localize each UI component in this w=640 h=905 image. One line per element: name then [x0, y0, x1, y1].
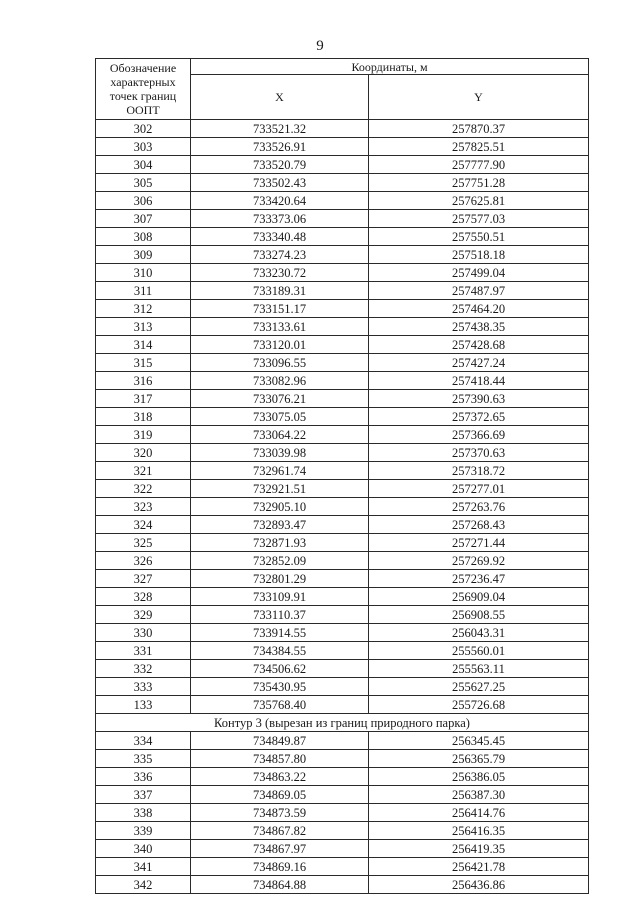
y-coordinate-cell: 256908.55 [369, 606, 589, 624]
x-coordinate-cell: 733520.79 [191, 156, 369, 174]
point-id-cell: 318 [96, 408, 191, 426]
point-id-cell: 325 [96, 534, 191, 552]
point-id-cell: 335 [96, 750, 191, 768]
x-coordinate-cell: 733420.64 [191, 192, 369, 210]
point-id-cell: 324 [96, 516, 191, 534]
y-coordinate-cell: 257550.51 [369, 228, 589, 246]
x-coordinate-cell: 732893.47 [191, 516, 369, 534]
x-coordinate-cell: 734384.55 [191, 642, 369, 660]
x-coordinate-cell: 733373.06 [191, 210, 369, 228]
table-row [96, 516, 589, 534]
point-id-cell: 309 [96, 246, 191, 264]
section-separator [96, 714, 589, 732]
table-row [96, 390, 589, 408]
x-coordinate-cell: 733274.23 [191, 246, 369, 264]
y-coordinate-cell: 256345.45 [369, 732, 589, 750]
x-coordinate-cell: 734873.59 [191, 804, 369, 822]
point-id-cell: 342 [96, 876, 191, 894]
point-id-cell: 341 [96, 858, 191, 876]
y-coordinate-cell: 255627.25 [369, 678, 589, 696]
point-id-cell: 307 [96, 210, 191, 228]
y-coordinate-cell: 255726.68 [369, 696, 589, 714]
y-coordinate-cell: 257418.44 [369, 372, 589, 390]
table-row [96, 750, 589, 768]
x-coordinate-cell: 735430.95 [191, 678, 369, 696]
x-coordinate-cell: 733133.61 [191, 318, 369, 336]
y-coordinate-cell: 256909.04 [369, 588, 589, 606]
point-id-cell: 340 [96, 840, 191, 858]
x-coordinate-cell: 733076.21 [191, 390, 369, 408]
table-row [96, 408, 589, 426]
y-coordinate-cell: 257427.24 [369, 354, 589, 372]
table-row [96, 534, 589, 552]
x-coordinate-cell: 734506.62 [191, 660, 369, 678]
page-number: 9 [316, 38, 324, 54]
point-id-cell: 306 [96, 192, 191, 210]
header-y: Y [369, 75, 589, 120]
table-row [96, 858, 589, 876]
y-coordinate-cell: 256365.79 [369, 750, 589, 768]
x-coordinate-cell: 733340.48 [191, 228, 369, 246]
point-id-cell: 313 [96, 318, 191, 336]
x-coordinate-cell: 733502.43 [191, 174, 369, 192]
point-id-cell: 133 [96, 696, 191, 714]
y-coordinate-cell: 257271.44 [369, 534, 589, 552]
point-id-cell: 314 [96, 336, 191, 354]
table-row [96, 282, 589, 300]
point-id-cell: 330 [96, 624, 191, 642]
table-row [96, 372, 589, 390]
point-id-cell: 332 [96, 660, 191, 678]
point-id-cell: 320 [96, 444, 191, 462]
point-id-cell: 311 [96, 282, 191, 300]
table-row [96, 498, 589, 516]
y-coordinate-cell: 257269.92 [369, 552, 589, 570]
table-row [96, 174, 589, 192]
x-coordinate-cell: 733110.37 [191, 606, 369, 624]
point-id-cell: 339 [96, 822, 191, 840]
table-row [96, 426, 589, 444]
x-coordinate-cell: 733230.72 [191, 264, 369, 282]
point-id-cell: 322 [96, 480, 191, 498]
x-coordinate-cell: 733039.98 [191, 444, 369, 462]
x-coordinate-cell: 732871.93 [191, 534, 369, 552]
point-id-cell: 310 [96, 264, 191, 282]
table-row [96, 606, 589, 624]
point-id-cell: 336 [96, 768, 191, 786]
table-row [96, 696, 589, 714]
y-coordinate-cell: 256043.31 [369, 624, 589, 642]
x-coordinate-cell: 734863.22 [191, 768, 369, 786]
y-coordinate-cell: 256386.05 [369, 768, 589, 786]
point-id-cell: 329 [96, 606, 191, 624]
point-id-cell: 331 [96, 642, 191, 660]
x-coordinate-cell: 732852.09 [191, 552, 369, 570]
header-x: X [191, 75, 369, 120]
section-title: Контур 3 (вырезан из границ природного парка) [96, 714, 589, 732]
point-id-cell: 323 [96, 498, 191, 516]
y-coordinate-cell: 257487.97 [369, 282, 589, 300]
table-row [96, 642, 589, 660]
x-coordinate-cell: 734867.97 [191, 840, 369, 858]
x-coordinate-cell: 734869.05 [191, 786, 369, 804]
y-coordinate-cell: 257366.69 [369, 426, 589, 444]
point-id-cell: 304 [96, 156, 191, 174]
y-coordinate-cell: 257438.35 [369, 318, 589, 336]
point-id-cell: 327 [96, 570, 191, 588]
y-coordinate-cell: 256416.35 [369, 822, 589, 840]
table-row [96, 768, 589, 786]
y-coordinate-cell: 257518.18 [369, 246, 589, 264]
y-coordinate-cell: 256421.78 [369, 858, 589, 876]
y-coordinate-cell: 256387.30 [369, 786, 589, 804]
point-id-cell: 326 [96, 552, 191, 570]
y-coordinate-cell: 257625.81 [369, 192, 589, 210]
point-id-cell: 317 [96, 390, 191, 408]
x-coordinate-cell: 733109.91 [191, 588, 369, 606]
y-coordinate-cell: 257870.37 [369, 120, 589, 138]
point-id-cell: 315 [96, 354, 191, 372]
x-coordinate-cell: 733082.96 [191, 372, 369, 390]
y-coordinate-cell: 257577.03 [369, 210, 589, 228]
x-coordinate-cell: 732905.10 [191, 498, 369, 516]
y-coordinate-cell: 257499.04 [369, 264, 589, 282]
table-row [96, 336, 589, 354]
y-coordinate-cell: 257751.28 [369, 174, 589, 192]
x-coordinate-cell: 733064.22 [191, 426, 369, 444]
table-body-part1 [96, 120, 589, 714]
point-id-cell: 337 [96, 786, 191, 804]
y-coordinate-cell: 257268.43 [369, 516, 589, 534]
table-row [96, 300, 589, 318]
point-id-cell: 316 [96, 372, 191, 390]
table-row [96, 678, 589, 696]
table-row [96, 264, 589, 282]
point-id-cell: 312 [96, 300, 191, 318]
x-coordinate-cell: 733914.55 [191, 624, 369, 642]
table-row [96, 732, 589, 750]
y-coordinate-cell: 256436.86 [369, 876, 589, 894]
table-row [96, 660, 589, 678]
x-coordinate-cell: 734849.87 [191, 732, 369, 750]
x-coordinate-cell: 733526.91 [191, 138, 369, 156]
y-coordinate-cell: 256414.76 [369, 804, 589, 822]
table-row [96, 318, 589, 336]
x-coordinate-cell: 734867.82 [191, 822, 369, 840]
x-coordinate-cell: 732801.29 [191, 570, 369, 588]
header-coordinates: Координаты, м [191, 59, 589, 75]
y-coordinate-cell: 257370.63 [369, 444, 589, 462]
table-row [96, 786, 589, 804]
point-id-cell: 302 [96, 120, 191, 138]
y-coordinate-cell: 257825.51 [369, 138, 589, 156]
x-coordinate-cell: 733120.01 [191, 336, 369, 354]
y-coordinate-cell: 257428.68 [369, 336, 589, 354]
y-coordinate-cell: 257318.72 [369, 462, 589, 480]
table-row [96, 588, 589, 606]
y-coordinate-cell: 255563.11 [369, 660, 589, 678]
header-point-label: Обозначение характерных точек границ ООПТ [96, 59, 191, 120]
table-row [96, 228, 589, 246]
table-row [96, 480, 589, 498]
point-id-cell: 333 [96, 678, 191, 696]
x-coordinate-cell: 733151.17 [191, 300, 369, 318]
point-id-cell: 338 [96, 804, 191, 822]
point-id-cell: 303 [96, 138, 191, 156]
x-coordinate-cell: 733521.32 [191, 120, 369, 138]
table-header [96, 59, 589, 120]
table-row [96, 840, 589, 858]
table-row [96, 444, 589, 462]
x-coordinate-cell: 735768.40 [191, 696, 369, 714]
table-row [96, 138, 589, 156]
table-row [96, 354, 589, 372]
x-coordinate-cell: 732921.51 [191, 480, 369, 498]
table-row [96, 876, 589, 894]
y-coordinate-cell: 257464.20 [369, 300, 589, 318]
table-row [96, 156, 589, 174]
y-coordinate-cell: 257263.76 [369, 498, 589, 516]
x-coordinate-cell: 732961.74 [191, 462, 369, 480]
table-row [96, 804, 589, 822]
table-row [96, 822, 589, 840]
point-id-cell: 319 [96, 426, 191, 444]
table-row [96, 570, 589, 588]
table-row [96, 192, 589, 210]
table-row [96, 210, 589, 228]
x-coordinate-cell: 734857.80 [191, 750, 369, 768]
table-row [96, 624, 589, 642]
y-coordinate-cell: 257777.90 [369, 156, 589, 174]
table-row [96, 246, 589, 264]
table-row [96, 462, 589, 480]
point-id-cell: 328 [96, 588, 191, 606]
y-coordinate-cell: 256419.35 [369, 840, 589, 858]
coordinates-table [95, 58, 589, 894]
y-coordinate-cell: 257372.65 [369, 408, 589, 426]
table-body-part2 [96, 732, 589, 894]
y-coordinate-cell: 257277.01 [369, 480, 589, 498]
y-coordinate-cell: 257236.47 [369, 570, 589, 588]
x-coordinate-cell: 734864.88 [191, 876, 369, 894]
table-row [96, 120, 589, 138]
point-id-cell: 321 [96, 462, 191, 480]
point-id-cell: 334 [96, 732, 191, 750]
y-coordinate-cell: 257390.63 [369, 390, 589, 408]
y-coordinate-cell: 255560.01 [369, 642, 589, 660]
point-id-cell: 308 [96, 228, 191, 246]
x-coordinate-cell: 733096.55 [191, 354, 369, 372]
point-id-cell: 305 [96, 174, 191, 192]
x-coordinate-cell: 733075.05 [191, 408, 369, 426]
x-coordinate-cell: 733189.31 [191, 282, 369, 300]
table-row [96, 552, 589, 570]
x-coordinate-cell: 734869.16 [191, 858, 369, 876]
